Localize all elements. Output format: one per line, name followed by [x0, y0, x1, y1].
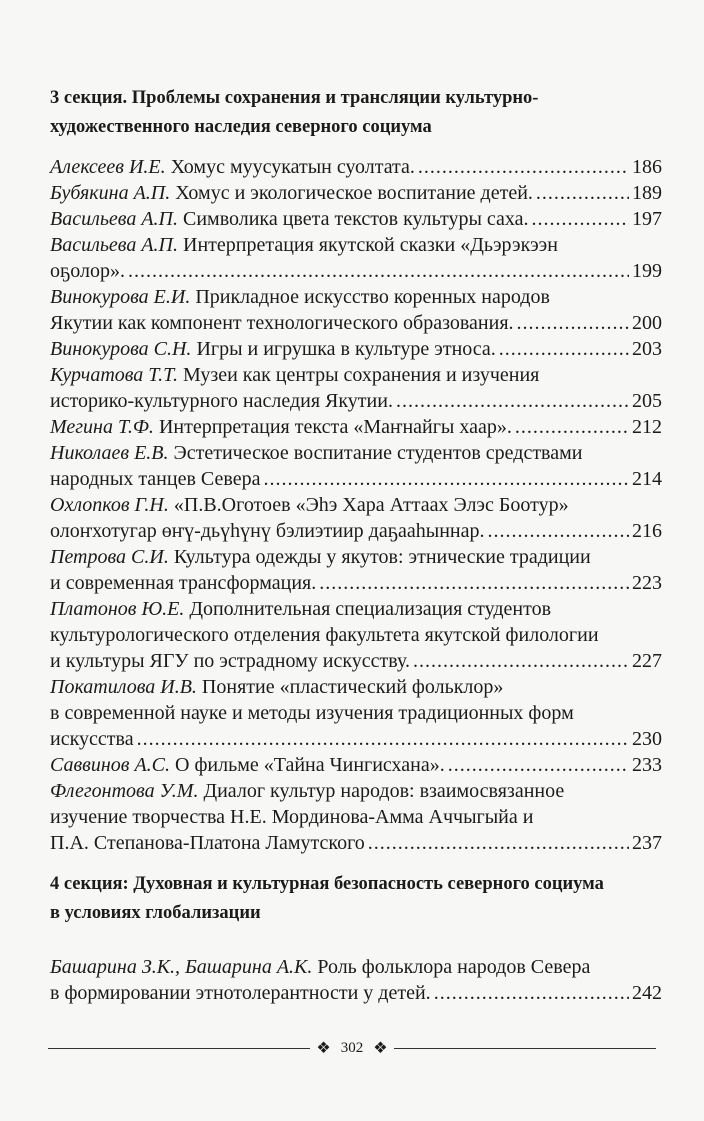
toc-entry-text — [50, 440, 582, 466]
toc-entry-title: оҕолор». — [50, 260, 126, 282]
toc-entry — [50, 440, 662, 492]
toc-entry-title: и современная трансформация. — [50, 572, 317, 594]
toc-entry-text — [50, 570, 316, 596]
toc-entry-text — [50, 954, 590, 980]
toc-entry-line — [50, 544, 662, 570]
section-4-heading-line-1: 4 секция: Духовная и культурная безопасность северного социума — [50, 874, 604, 894]
toc-entry-page: 230 — [632, 728, 662, 750]
toc-entry-title: Дополнительная специализация студентов — [189, 598, 552, 620]
toc-entry-title: О фильме «Тайна Чингисхана». — [175, 754, 445, 776]
toc-entry — [50, 674, 662, 752]
toc-entry-text — [50, 154, 415, 180]
toc-entry-page: 223 — [632, 572, 662, 594]
toc-entry-line — [50, 232, 662, 258]
dot-leader — [368, 830, 629, 856]
toc-entry-text — [50, 700, 574, 726]
dot-leader — [263, 466, 629, 492]
toc-entry-line — [50, 388, 662, 414]
dot-leader — [418, 154, 629, 180]
section-3-entries — [50, 154, 662, 856]
toc-entry-page: 189 — [632, 182, 662, 204]
toc-entry-author: Васильева А.П. — [50, 234, 178, 256]
dot-leader — [532, 206, 629, 232]
toc-entry-page: 237 — [632, 832, 662, 854]
toc-entry-title: Интерпретация якутской сказки «Дьэрэкээн — [183, 234, 558, 256]
toc-entry-page: 197 — [632, 208, 662, 230]
toc-entry-line — [50, 492, 662, 518]
toc-entry-text — [50, 726, 134, 752]
toc-entry-title: олоҥхотугар өҥү-дьүһүнү бэлиэтиир даҕааһыннар. — [50, 520, 485, 542]
toc-entry-title: Хомус муусукатын суолтата. — [170, 156, 415, 178]
toc-entry-line — [50, 980, 662, 1006]
toc-entry-title: искусства — [50, 728, 134, 750]
toc-entry-line — [50, 570, 662, 596]
toc-entry-title: Роль фольклора народов Севера — [317, 956, 591, 978]
toc-entry-line — [50, 310, 662, 336]
toc-entry-line — [50, 284, 662, 310]
toc-entry-line — [50, 778, 662, 804]
toc-entry-title: Эстетическое воспитание студентов средствами — [173, 442, 583, 464]
toc-entry-title: Игры и игрушка в культуре этноса. — [196, 338, 496, 360]
toc-entry-line — [50, 804, 662, 830]
toc-entry-title: в современной науке и методы изучения традиционных форм — [50, 702, 574, 724]
toc-entry-page: 212 — [632, 416, 662, 438]
toc-entry-text — [50, 258, 125, 284]
toc-entry-text — [50, 596, 551, 622]
toc-entry — [50, 336, 662, 362]
toc-entry-author: Саввинов А.С. — [50, 754, 170, 776]
toc-entry-title: П.А. Степанова-Платона Ламутского — [50, 832, 365, 854]
dot-leader — [487, 518, 629, 544]
toc-entry-line — [50, 154, 662, 180]
toc-entry-author: Васильева А.П. — [50, 208, 178, 230]
toc-entry-text — [50, 804, 533, 830]
toc-entry — [50, 284, 662, 336]
page-footer — [48, 1038, 656, 1058]
toc-entry-title: историко-культурного наследия Якутии. — [50, 390, 393, 412]
toc-entry-title: в формировании этнотолерантности у детей. — [50, 982, 431, 1004]
dot-leader — [137, 726, 629, 752]
toc-entry-text — [50, 310, 514, 336]
toc-entry-author: Покатилова И.В. — [50, 676, 197, 698]
toc-entry-text — [50, 388, 393, 414]
toc-entry — [50, 206, 662, 232]
toc-entry — [50, 492, 662, 544]
toc-entry-title: изучение творчества Н.Е. Мординова-Амма Аччыгыйа и — [50, 806, 534, 828]
section-3-heading-line-1: 3 секция. Проблемы сохранения и трансляции культурно- — [50, 88, 539, 108]
dot-leader — [396, 388, 629, 414]
toc-entry-text — [50, 674, 503, 700]
toc-entry-line — [50, 466, 662, 492]
toc-entry-title: Понятие «пластический фольклор» — [201, 676, 504, 698]
toc-entry-text — [50, 980, 431, 1006]
dot-leader — [536, 180, 629, 206]
toc-entry-page: 216 — [632, 520, 662, 542]
toc-entry-text — [50, 232, 558, 258]
toc-entry-line — [50, 622, 662, 648]
toc-entry-title: Символика цвета текстов культуры саха. — [183, 208, 529, 230]
toc-entry-text — [50, 778, 564, 804]
toc-entry-text — [50, 414, 512, 440]
toc-entry — [50, 596, 662, 674]
dot-leader — [515, 414, 629, 440]
toc-entry-title: Хомус и экологическое воспитание детей. — [175, 182, 533, 204]
toc-entry — [50, 544, 662, 596]
section-3-heading — [50, 84, 662, 142]
toc-entry-text — [50, 752, 445, 778]
footer-rule-right — [394, 1048, 656, 1049]
section-4-heading-line-2: в условиях глобализации — [50, 903, 261, 923]
toc-entry-line — [50, 830, 662, 856]
toc-entry-text — [50, 466, 260, 492]
toc-entry-title: Якутии как компонент технологического образования. — [50, 312, 514, 334]
dot-leader — [499, 336, 629, 362]
toc-entry-page: 242 — [632, 982, 662, 1004]
toc-entry-title: Культура одежды у якутов: этнические традиции — [173, 546, 591, 568]
toc-entry-title: культурологического отделения факультета якутской филологии — [50, 624, 599, 646]
dot-leader — [517, 310, 629, 336]
toc-entry-text — [50, 180, 533, 206]
toc-entry-title: «П.В.Оготоев «Эһэ Хара Аттаах Элэс Боотур» — [173, 494, 569, 516]
page-number: 302 — [340, 1039, 364, 1056]
dot-leader — [319, 570, 629, 596]
toc-entry-title: Диалог культур народов: взаимосвязанное — [203, 780, 565, 802]
toc-entry — [50, 362, 662, 414]
toc-entry-title: Интерпретация текста «Маҥнайгы хаар». — [158, 416, 512, 438]
ornament-right-icon: ❖ — [373, 1040, 388, 1057]
toc-entry-page: 200 — [632, 312, 662, 334]
toc-entry-line — [50, 596, 662, 622]
toc-entry-author: Петрова С.И. — [50, 546, 169, 568]
toc-entry-line — [50, 206, 662, 232]
toc-entry-author: Башарина З.К., Башарина А.К. — [50, 956, 313, 978]
toc-entry-author: Охлопков Г.Н. — [50, 494, 169, 516]
dot-leader — [128, 258, 629, 284]
toc-entry — [50, 752, 662, 778]
toc-entry-text — [50, 544, 591, 570]
toc-entry-page: 186 — [632, 156, 662, 178]
toc-entry-author: Курчатова Т.Т. — [50, 364, 179, 386]
toc-entry — [50, 954, 662, 1006]
dot-leader — [413, 648, 629, 674]
toc-entry-line — [50, 440, 662, 466]
toc-entry-page: 233 — [632, 754, 662, 776]
toc-entry-author: Флегонтова У.М. — [50, 780, 199, 802]
toc-entry-page: 205 — [632, 390, 662, 412]
toc-entry-title: Прикладное искусство коренных народов — [195, 286, 550, 308]
toc-entry — [50, 154, 662, 180]
section-4-entries — [50, 954, 662, 1006]
footer-rule-left — [48, 1048, 310, 1049]
toc-entry-line — [50, 726, 662, 752]
toc-entry — [50, 778, 662, 856]
toc-entry-line — [50, 180, 662, 206]
toc-entry — [50, 180, 662, 206]
toc-entry-page: 199 — [632, 260, 662, 282]
toc-entry-line — [50, 362, 662, 388]
toc-entry-line — [50, 258, 662, 284]
toc-entry-author: Бубякина А.П. — [50, 182, 171, 204]
toc-entry-title: народных танцев Севера — [50, 468, 261, 490]
toc-entry-line — [50, 518, 662, 544]
toc-entry-text — [50, 492, 569, 518]
toc-entry-text — [50, 518, 484, 544]
section-3-heading-line-2: художественного наследия северного социума — [50, 117, 432, 137]
toc-entry-author: Платонов Ю.Е. — [50, 598, 185, 620]
toc-entry-text — [50, 830, 365, 856]
toc-entry-text — [50, 648, 410, 674]
toc-entry-text — [50, 284, 550, 310]
toc-entry-line — [50, 336, 662, 362]
toc-entry-author: Мегина Т.Ф. — [50, 416, 154, 438]
toc-entry-text — [50, 362, 539, 388]
toc-entry-line — [50, 648, 662, 674]
table-of-contents — [50, 84, 662, 1006]
toc-entry-title: и культуры ЯГУ по эстрадному искусству. — [50, 650, 411, 672]
toc-entry-line — [50, 954, 662, 980]
dot-leader — [434, 980, 629, 1006]
dot-leader — [448, 752, 629, 778]
toc-entry-text — [50, 622, 599, 648]
toc-entry-title: Музеи как центры сохранения и изучения — [183, 364, 540, 386]
toc-entry-line — [50, 674, 662, 700]
toc-entry-page: 227 — [632, 650, 662, 672]
toc-entry — [50, 414, 662, 440]
toc-entry — [50, 232, 662, 284]
ornament-left-icon: ❖ — [316, 1040, 331, 1057]
toc-entry-author: Винокурова Е.И. — [50, 286, 191, 308]
toc-entry-line — [50, 414, 662, 440]
toc-entry-author: Алексеев И.Е. — [50, 156, 166, 178]
toc-entry-line — [50, 700, 662, 726]
toc-entry-page: 203 — [632, 338, 662, 360]
toc-entry-text — [50, 206, 529, 232]
toc-entry-author: Винокурова С.Н. — [50, 338, 192, 360]
toc-entry-line — [50, 752, 662, 778]
toc-entry-page: 214 — [632, 468, 662, 490]
toc-entry-text — [50, 336, 496, 362]
toc-entry-author: Николаев Е.В. — [50, 442, 169, 464]
section-4-heading — [50, 870, 662, 928]
